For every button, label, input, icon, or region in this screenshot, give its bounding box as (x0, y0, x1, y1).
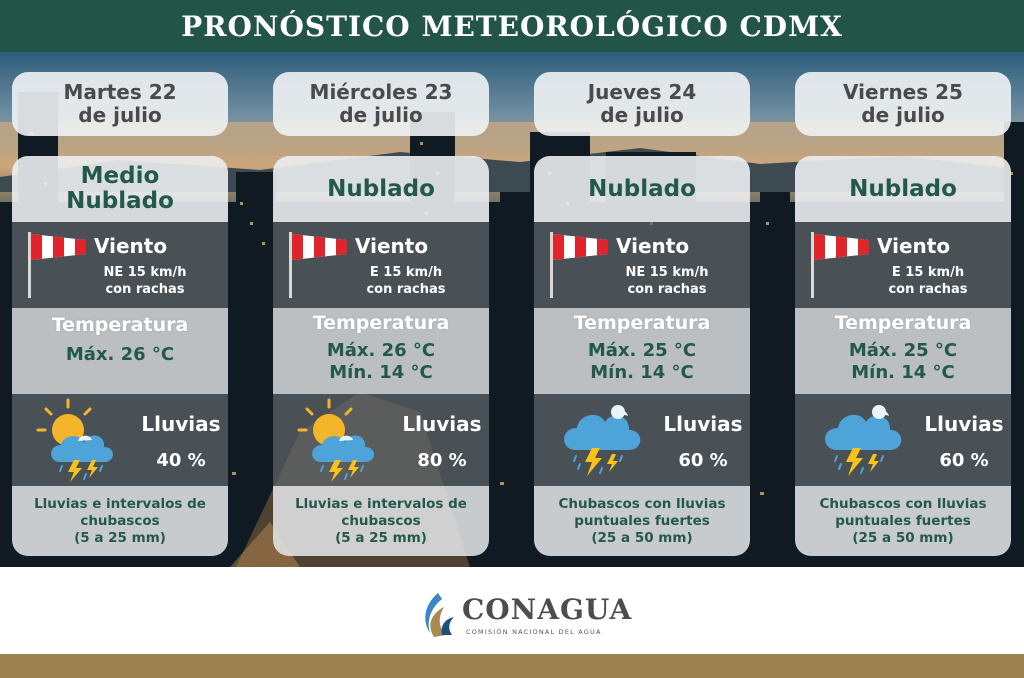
condition-line1: Nublado (327, 175, 435, 202)
sun-behind-storm-cloud-icon (295, 398, 385, 482)
date-month: de julio (861, 103, 945, 127)
date-weekday: Jueves 24 (587, 80, 697, 104)
page-title: PRONÓSTICO METEOROLÓGICO CDMX (181, 9, 843, 43)
wind-section (12, 222, 228, 308)
description-line1: Lluvias e intervalos de (295, 495, 467, 512)
temperature-label: Temperatura (573, 312, 711, 334)
forecast-card-day4 (795, 156, 1011, 556)
page-header (0, 0, 1024, 52)
date-month: de julio (339, 103, 423, 127)
temperature-section (273, 308, 489, 394)
description-line1: Chubascos con lluvias (558, 495, 726, 512)
wind-speed: E 15 km/h (891, 265, 965, 280)
forecast-card-day2 (273, 156, 489, 556)
date-pill-day2 (273, 72, 489, 136)
description-line2: chubascos (341, 512, 421, 529)
footer-bar (0, 654, 1024, 678)
temperature-section (12, 308, 228, 394)
condition-line1: Nublado (849, 175, 957, 202)
temperature-min: Mín. 14 °C (329, 362, 433, 383)
temperature-max: Máx. 25 °C (848, 340, 958, 361)
city-background (0, 52, 1024, 567)
date-month: de julio (600, 103, 684, 127)
conagua-logo-icon (420, 591, 458, 639)
temperature-max: Máx. 25 °C (587, 340, 697, 361)
description-amount: (5 a 25 mm) (74, 529, 166, 546)
temperature-label: Temperatura (51, 314, 189, 336)
rain-probability: 60 % (939, 450, 989, 471)
description-line2: puntuales fuertes (835, 512, 971, 529)
rain-section (273, 394, 489, 486)
wind-section (273, 222, 489, 308)
wind-direction (70, 264, 220, 298)
wind-gusts: con rachas (105, 282, 185, 297)
wind-gusts: con rachas (888, 282, 968, 297)
rain-section (795, 394, 1011, 486)
description-line1: Chubascos con lluvias (819, 495, 987, 512)
wind-direction (331, 264, 481, 298)
wind-direction (592, 264, 742, 298)
condition-box (273, 156, 489, 222)
description-amount: (25 a 50 mm) (591, 529, 693, 546)
date-pill-day1 (12, 72, 228, 136)
rain-probability: 80 % (417, 450, 467, 471)
wind-speed: NE 15 km/h (625, 265, 709, 280)
rain-label: Lluvias (402, 412, 482, 436)
description-line1: Lluvias e intervalos de (34, 495, 206, 512)
condition-box (12, 156, 228, 222)
rain-probability: 60 % (678, 450, 728, 471)
condition-line1: Nublado (588, 175, 696, 202)
wind-speed: NE 15 km/h (103, 265, 187, 280)
temperature-max: Máx. 26 °C (65, 344, 175, 365)
thunderstorm-cloud-icon (817, 398, 907, 482)
wind-label: Viento (94, 234, 168, 258)
date-weekday: Martes 22 (63, 80, 177, 104)
wind-section (534, 222, 750, 308)
description-box (273, 486, 489, 556)
logo-wordmark: CONAGUA (462, 593, 633, 626)
condition-line2: Nublado (66, 188, 174, 214)
temperature-max: Máx. 26 °C (326, 340, 436, 361)
description-amount: (25 a 50 mm) (852, 529, 954, 546)
date-weekday: Viernes 25 (843, 80, 963, 104)
temperature-section (795, 308, 1011, 394)
wind-label: Viento (616, 234, 690, 258)
logo-area (0, 567, 1024, 654)
temperature-label: Temperatura (834, 312, 972, 334)
wind-direction (853, 264, 1003, 298)
rain-label: Lluvias (924, 412, 1004, 436)
temperature-min: Mín. 14 °C (851, 362, 955, 383)
rain-section (12, 394, 228, 486)
wind-label: Viento (355, 234, 429, 258)
wind-gusts: con rachas (627, 282, 707, 297)
description-line2: chubascos (80, 512, 160, 529)
forecast-card-day3 (534, 156, 750, 556)
description-amount: (5 a 25 mm) (335, 529, 427, 546)
sun-behind-storm-cloud-icon (34, 398, 124, 482)
logo-subtitle: COMISIÓN NACIONAL DEL AGUA (466, 628, 602, 636)
description-box (534, 486, 750, 556)
date-weekday: Miércoles 23 (309, 80, 453, 104)
description-box (12, 486, 228, 556)
condition-box (795, 156, 1011, 222)
rain-section (534, 394, 750, 486)
forecast-card-day1 (12, 156, 228, 556)
condition-line1: Medio (80, 163, 160, 189)
wind-label: Viento (877, 234, 951, 258)
description-line2: puntuales fuertes (574, 512, 710, 529)
description-box (795, 486, 1011, 556)
wind-speed: E 15 km/h (369, 265, 443, 280)
condition-box (534, 156, 750, 222)
rain-probability: 40 % (156, 450, 206, 471)
date-pill-day4 (795, 72, 1011, 136)
date-pill-day3 (534, 72, 750, 136)
temperature-min: Mín. 14 °C (590, 362, 694, 383)
temperature-section (534, 308, 750, 394)
rain-label: Lluvias (663, 412, 743, 436)
rain-label: Lluvias (141, 412, 221, 436)
wind-gusts: con rachas (366, 282, 446, 297)
temperature-label: Temperatura (312, 312, 450, 334)
thunderstorm-cloud-icon (556, 398, 646, 482)
wind-section (795, 222, 1011, 308)
date-month: de julio (78, 103, 162, 127)
